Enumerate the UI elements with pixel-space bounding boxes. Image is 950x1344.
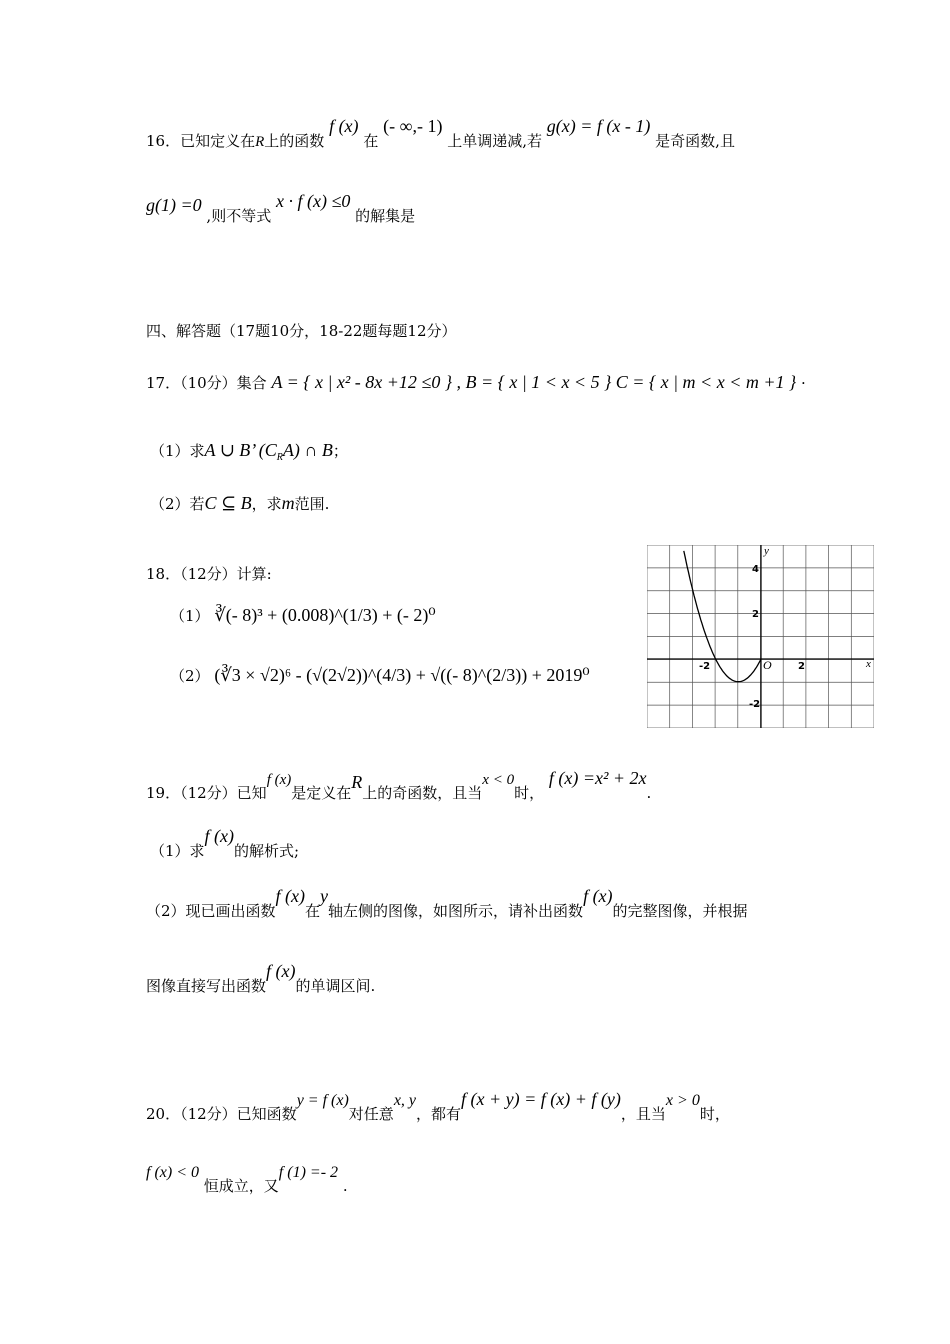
q19-cond: x < 0 bbox=[482, 772, 515, 788]
q17-line1 bbox=[146, 372, 806, 393]
q19-p2-d: 的完整图像，并根据 bbox=[612, 902, 748, 920]
q18-p1-expr: ∛(- 8)³ + (0.008)^(1/3) + (- 2)⁰ bbox=[214, 605, 436, 625]
q20-cond: x > 0 bbox=[665, 1092, 700, 1109]
q17-p2-var: m bbox=[281, 493, 295, 513]
q19-p2-b: 在 bbox=[305, 902, 321, 920]
q17-p2-end: 范围. bbox=[294, 495, 330, 513]
q16-text-c: 在 bbox=[363, 132, 379, 150]
q16-var-R: R bbox=[255, 134, 265, 150]
q20-vars: x, y bbox=[393, 1092, 417, 1109]
q19-p1-label: （1）求 bbox=[150, 842, 205, 860]
q19-line1 bbox=[146, 768, 652, 803]
q17-p1-label: （1）求 bbox=[150, 442, 205, 460]
tick-label-y4: 4 bbox=[752, 564, 759, 575]
q19-head-d: 时， bbox=[514, 784, 545, 802]
q16-text-f: ,则不等式 bbox=[206, 207, 272, 225]
q19-p2-fx: f (x) bbox=[275, 886, 306, 906]
q17-end: · bbox=[800, 374, 806, 392]
q20-l2-c: f (1) =- 2 bbox=[278, 1164, 339, 1181]
q16-line2 bbox=[146, 191, 416, 226]
origin-label: O bbox=[763, 658, 772, 672]
q19-p2-e: 图像直接写出函数 bbox=[146, 977, 267, 995]
q16-interval: (- ∞,- 1) bbox=[383, 116, 443, 136]
q20-head-a: 20．（12分）已知函数 bbox=[146, 1105, 297, 1123]
function-graph bbox=[647, 545, 874, 728]
q19-def: f (x) =x² + 2x bbox=[548, 768, 647, 788]
q17-p2-expr: C ⊆ B bbox=[204, 493, 252, 513]
q17-p1-end: ； bbox=[332, 442, 348, 460]
q16-text-a: 16．已知定义在 bbox=[146, 132, 256, 150]
tick-label-x-neg2: -2 bbox=[699, 661, 711, 672]
q16-g1: g(1) =0 bbox=[146, 195, 202, 215]
tick-label-x2: 2 bbox=[798, 661, 805, 672]
q19-R: R bbox=[351, 772, 363, 792]
q19-p2-c: 轴左侧的图像，如图所示，请补出函数 bbox=[328, 902, 584, 920]
q18-head: 18．（12分）计算: bbox=[146, 565, 272, 583]
q17-head: 17．（10分）集合 bbox=[146, 374, 267, 392]
x-axis-label: x bbox=[866, 658, 871, 670]
q19-head-c: 上的奇函数，且当 bbox=[362, 784, 483, 802]
q20-head-b: 对任意 bbox=[348, 1105, 394, 1123]
q17-p1-expr: A ∪ B’ (C bbox=[204, 440, 277, 460]
q19-head-b: 是定义在 bbox=[291, 784, 352, 802]
function-curve bbox=[684, 551, 761, 682]
q19-p2-f: 的单调区间. bbox=[295, 977, 376, 995]
q19-head-a: 19．（12分）已知 bbox=[146, 784, 267, 802]
q20-l2-b: 恒成立，又 bbox=[203, 1177, 279, 1195]
q19-p2-y: y bbox=[320, 886, 329, 906]
q20-head-c: ，都有 bbox=[416, 1105, 462, 1123]
q16-text-e: 是奇函数,且 bbox=[655, 132, 735, 150]
q17-p1-sub: R bbox=[276, 452, 283, 463]
q17-p2-mid: ，求 bbox=[251, 495, 282, 513]
q19-part1 bbox=[150, 826, 300, 861]
q19-p1-fx: f (x) bbox=[204, 826, 235, 846]
q16-ineq: x · f (x) ≤0 bbox=[275, 191, 351, 211]
q17-part1 bbox=[150, 440, 348, 463]
q19-fx: f (x) bbox=[266, 772, 292, 788]
tick-label-y2: 2 bbox=[752, 609, 759, 620]
q19-part2-line1 bbox=[146, 886, 748, 921]
q20-head-e: 时， bbox=[699, 1105, 730, 1123]
y-axis-label: y bbox=[764, 545, 769, 557]
q16-line1 bbox=[146, 116, 735, 151]
q20-line2 bbox=[146, 1164, 348, 1196]
q16-text-b: 上的函数 bbox=[264, 132, 325, 150]
section-title: 四、解答题（17题10分，18-22题每题12分） bbox=[146, 322, 457, 340]
q18-p1-label: （1） bbox=[170, 607, 210, 625]
q17-p2-label: （2）若 bbox=[150, 495, 205, 513]
q16-text-d: 上单调递减,若 bbox=[447, 132, 542, 150]
q16-text-g: 的解集是 bbox=[355, 207, 416, 225]
q17-p1-expr2: A) ∩ B bbox=[282, 440, 333, 460]
q19-p2-fx3: f (x) bbox=[266, 961, 296, 981]
q20-line1 bbox=[146, 1089, 730, 1124]
q18-p2-label: （2） bbox=[170, 667, 210, 685]
q16-fx: f (x) bbox=[329, 116, 359, 136]
q20-head-d: ，且当 bbox=[620, 1105, 666, 1123]
q16-g-def: g(x) = f (x - 1) bbox=[546, 116, 651, 136]
q19-p1-end: 的解析式; bbox=[234, 842, 300, 860]
tick-label-y-neg2: -2 bbox=[749, 699, 761, 710]
q18-p2-expr: (∛3 × √2)⁶ - (√(2√2))^(4/3) + √((- 8)^(2/3)) + 2019⁰ bbox=[214, 665, 590, 685]
q20-eq: f (x + y) = f (x) + f (y) bbox=[461, 1089, 621, 1109]
q20-func: y = f (x) bbox=[296, 1092, 349, 1109]
q20-l2-a: f (x) < 0 bbox=[146, 1164, 199, 1181]
q18-part2 bbox=[170, 665, 590, 686]
q17-sets: A = { x | x² - 8x +12 ≤0 } , B = { x | 1 < x < 5 } C = { x | m < x < m +1 } bbox=[271, 372, 797, 392]
q18-part1 bbox=[170, 605, 436, 626]
q19-part2-line2 bbox=[146, 961, 376, 996]
q17-part2 bbox=[150, 493, 329, 514]
q19-p2-fx2: f (x) bbox=[583, 886, 613, 906]
q19-head-e: . bbox=[646, 784, 652, 802]
q20-l2-d: . bbox=[342, 1177, 348, 1195]
q19-p2-a: （2）现已画出函数 bbox=[146, 902, 276, 920]
